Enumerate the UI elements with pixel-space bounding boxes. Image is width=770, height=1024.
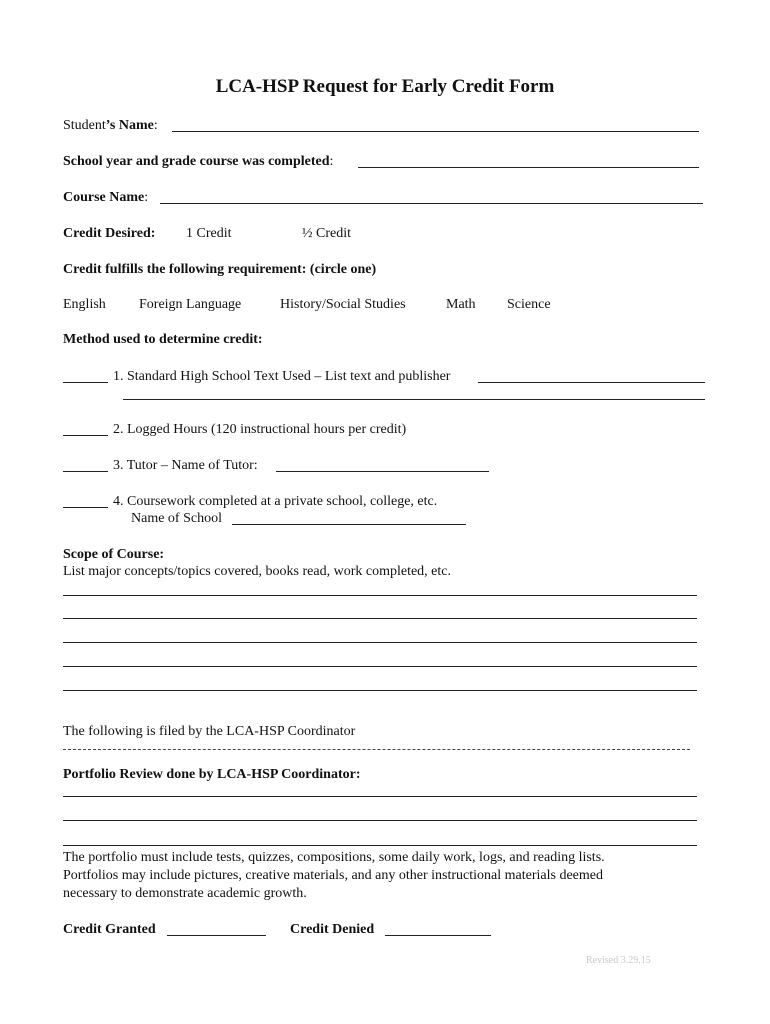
credit-granted-field[interactable] (167, 935, 266, 936)
scope-line[interactable] (63, 595, 697, 596)
school-year-label-text: School year and grade course was completed (63, 154, 330, 169)
portfolio-line[interactable] (63, 796, 697, 797)
portfolio-text-line-2: Portfolios may include pictures, creative materials, and any other instructional materials deemed (63, 868, 603, 883)
student-name-label-part-b: ’s Name (105, 118, 154, 133)
method-4-school-label: Name of School (131, 511, 222, 526)
portfolio-label: Portfolio Review done by LCA-HSP Coordinator: (63, 767, 361, 782)
credit-option-one[interactable]: 1 Credit (186, 226, 232, 241)
requirement-option-english[interactable]: English (63, 297, 106, 312)
requirement-label: Credit fulfills the following requirement: (circle one) (63, 262, 377, 277)
scope-line[interactable] (63, 690, 697, 691)
course-name-label-text: Course Name (63, 190, 145, 205)
credit-denied-label: Credit Denied (290, 922, 375, 937)
requirement-option-foreign-language[interactable]: Foreign Language (139, 297, 242, 312)
school-year-colon: : (329, 154, 334, 169)
tutor-name-field[interactable] (276, 471, 489, 472)
scope-description: List major concepts/topics covered, books read, work completed, etc. (63, 564, 451, 579)
credit-granted-label: Credit Granted (63, 922, 156, 937)
method-1-blank[interactable] (63, 382, 108, 383)
method-3-text: 3. Tutor – Name of Tutor: (113, 458, 258, 473)
portfolio-line[interactable] (63, 820, 697, 821)
requirement-option-history[interactable]: History/Social Studies (280, 297, 406, 312)
method-4-text: 4. Coursework completed at a private school, college, etc. (113, 494, 438, 509)
method-label: Method used to determine credit: (63, 332, 263, 347)
method-1-text-field[interactable] (478, 382, 705, 383)
method-2-text: 2. Logged Hours (120 instructional hours per credit) (113, 422, 407, 437)
student-name-field[interactable] (172, 131, 699, 132)
scope-label: Scope of Course: (63, 547, 165, 562)
scope-line[interactable] (63, 642, 697, 643)
method-4-blank[interactable] (63, 507, 108, 508)
portfolio-line[interactable] (63, 845, 697, 846)
method-1-text: 1. Standard High School Text Used – List text and publisher (113, 369, 451, 384)
scope-line[interactable] (63, 618, 697, 619)
requirement-option-math[interactable]: Math (446, 297, 476, 312)
credit-desired-label: Credit Desired: (63, 226, 156, 241)
method-1-text-field-2[interactable] (123, 399, 705, 400)
page-title: LCA-HSP Request for Early Credit Form (215, 76, 555, 97)
method-3-blank[interactable] (63, 471, 108, 472)
student-name-label (63, 118, 158, 134)
portfolio-text-line-1: The portfolio must include tests, quizzes, compositions, some daily work, logs, and reading lists. (63, 850, 605, 865)
school-year-field[interactable] (358, 167, 699, 168)
method-2-blank[interactable] (63, 435, 108, 436)
credit-denied-field[interactable] (385, 935, 491, 936)
portfolio-text-line-3: necessary to demonstrate academic growth. (63, 886, 307, 901)
credit-option-half[interactable]: ½ Credit (302, 226, 351, 241)
student-name-label-part-a: Student (63, 118, 106, 133)
requirement-option-science[interactable]: Science (507, 297, 551, 312)
dashed-divider (63, 749, 690, 750)
revised-date: Revised 3.29.15 (586, 955, 651, 966)
course-name-field[interactable] (160, 203, 703, 204)
school-year-label (63, 154, 333, 170)
student-name-colon: : (153, 118, 158, 133)
school-name-field[interactable] (232, 524, 466, 525)
course-name-colon: : (144, 190, 149, 205)
course-name-label (63, 190, 148, 206)
coordinator-note: The following is filed by the LCA-HSP Coordinator (63, 724, 356, 739)
scope-line[interactable] (63, 666, 697, 667)
